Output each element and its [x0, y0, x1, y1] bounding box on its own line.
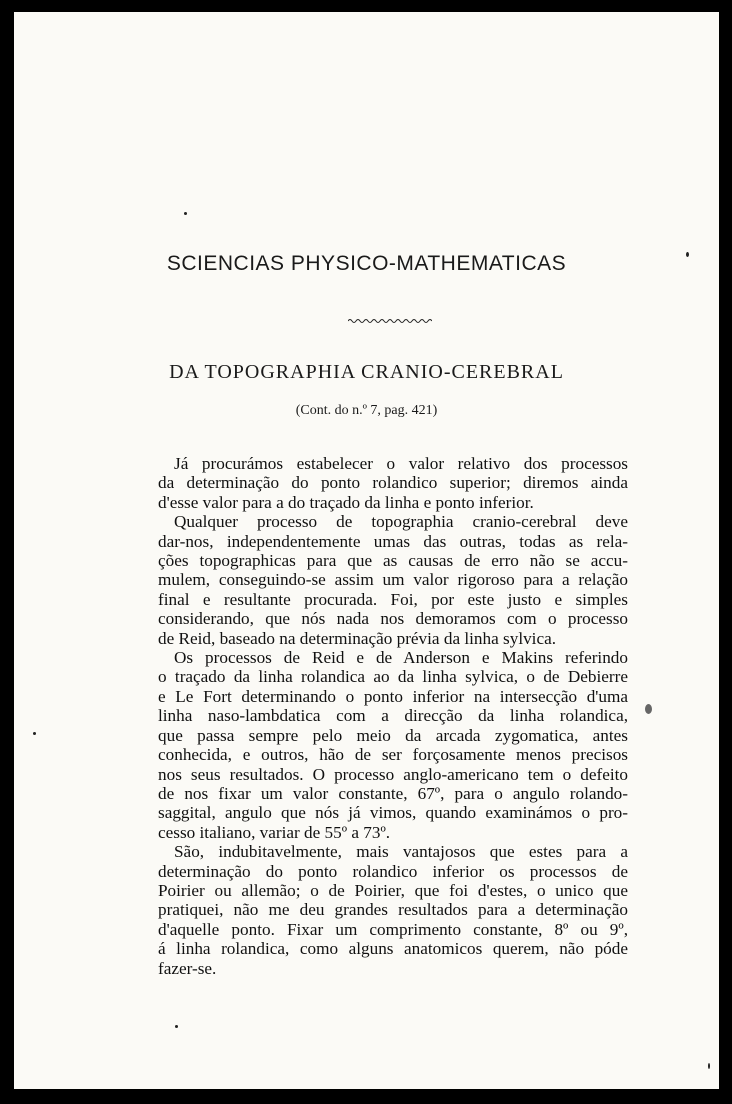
text-line: dar-nos, independentemente umas das outras, todas as rela- — [158, 531, 628, 551]
document-page — [14, 12, 719, 1089]
text-line: São, indubitavelmente, mais vantajosos que estes para a — [174, 842, 628, 862]
article-title: DA TOPOGRAPHIA CRANIO-CEREBRAL — [169, 361, 564, 383]
article-body — [158, 454, 628, 978]
text-line: e Le Fort determinando o ponto inferior na intersecção d'uma — [158, 686, 628, 706]
text-line: saggital, angulo que nós já vimos, quando examinámos o pro- — [158, 803, 628, 823]
text-line: ções topographicas para que as causas de erro não se accu- — [158, 551, 628, 571]
text-line: o traçado da linha rolandica ao da linha sylvica, o de Debierre — [158, 667, 628, 687]
article-subtitle: (Cont. do n.º 7, pag. 421) — [295, 403, 438, 418]
text-line: Qualquer processo de topographia cranio-cerebral deve — [174, 512, 628, 532]
text-line: Os processos de Reid e de Anderson e Makins referindo — [174, 648, 628, 668]
text-line: determinação do ponto rolandico inferior os processos de — [158, 861, 628, 881]
text-line: considerando, que nós nada nos demoramos com o processo — [158, 609, 628, 629]
scan-speck — [645, 704, 652, 714]
scan-speck — [708, 1063, 710, 1069]
text-line: mulem, conseguindo-se assim um valor rigoroso para a relação — [158, 570, 628, 590]
text-line: de Reid, baseado na determinação prévia da linha sylvica. — [158, 628, 557, 648]
text-line: de nos fixar um valor constante, 67º, para o angulo rolando- — [158, 783, 628, 803]
text-line: conhecida, e outros, hão de ser forçosamente menos precisos — [158, 745, 628, 765]
text-line: Já procurámos estabelecer o valor relativo dos processos — [174, 454, 628, 473]
text-line: que passa sempre pelo meio da arcada zygomatica, antes — [158, 725, 628, 745]
text-line: d'esse valor para a do traçado da linha e ponto inferior. — [158, 492, 534, 512]
text-line: da determinação do ponto rolandico superior; diremos ainda — [158, 473, 628, 493]
text-line: nos seus resultados. O processo anglo-americano tem o defeito — [158, 764, 628, 784]
scan-speck — [686, 252, 689, 257]
text-line: Poirier ou allemão; o de Poirier, que foi d'estes, o unico que — [158, 880, 628, 900]
title-ornament — [348, 317, 432, 325]
text-line: á linha rolandica, como alguns anatomicos querem, não póde — [158, 939, 628, 959]
text-line: final e resultante procurada. Foi, por este justo e simples — [158, 589, 628, 609]
scan-speck — [33, 732, 36, 735]
text-line: d'aquelle ponto. Fixar um comprimento constante, 8º ou 9º, — [158, 919, 628, 939]
section-title: SCIENCIAS PHYSICO-MATHEMATICAS — [166, 252, 567, 275]
text-line: fazer-se. — [158, 958, 217, 978]
text-line: cesso italiano, variar de 55º a 73º. — [158, 822, 391, 842]
text-line: linha naso-lambdatica com a direcção da linha rolandica, — [158, 706, 628, 726]
text-line: pratiquei, não me deu grandes resultados para a determinação — [158, 900, 628, 920]
scan-speck — [184, 212, 187, 215]
scan-speck — [175, 1025, 178, 1028]
